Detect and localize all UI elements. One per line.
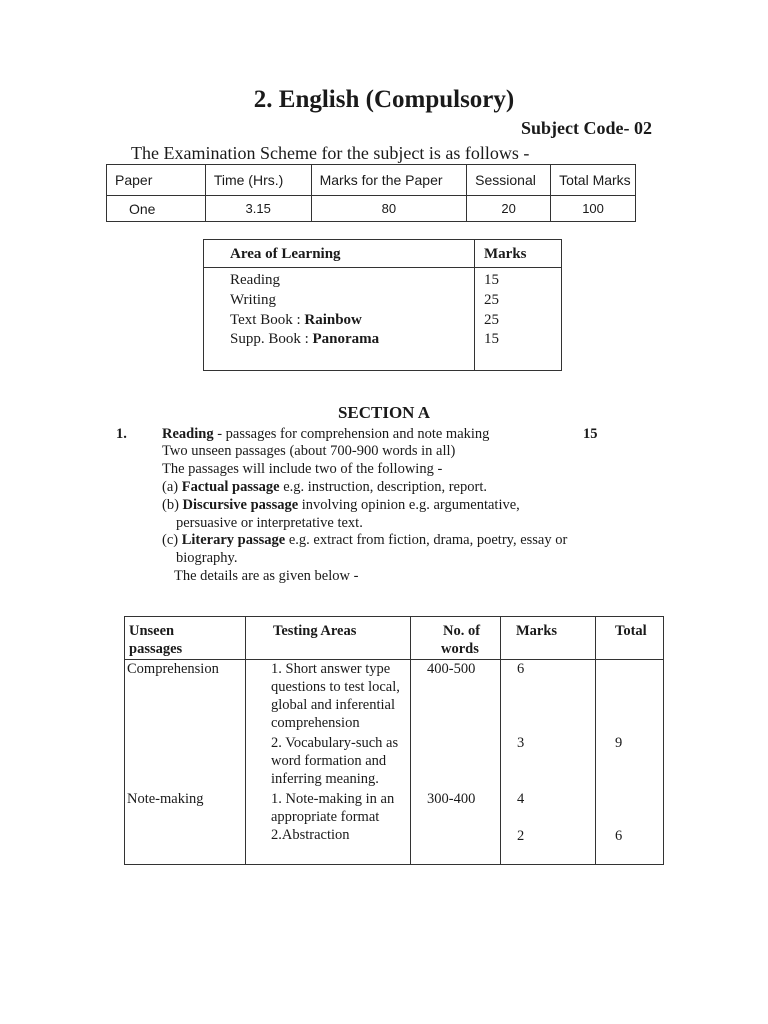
- comprehension-marks-2: 3: [517, 735, 525, 751]
- reading-item-b: (b) Discursive passage involving opinion e.g. argumentative,: [162, 497, 520, 513]
- header-marks: Marks: [484, 246, 527, 262]
- comprehension-area-1: 1. Short answer type questions to test local, global and inferential comprehension: [271, 661, 400, 731]
- header-marks-paper: Marks for the Paper: [311, 165, 467, 196]
- header-words: words: [441, 641, 479, 657]
- page-title: 2. English (Compulsory): [253, 86, 515, 113]
- note-making-words: 300-400: [427, 791, 476, 807]
- cell-sessional: 20: [467, 196, 551, 222]
- row-label-note-making: Note-making: [127, 791, 204, 807]
- unseen-passages-table: [124, 616, 664, 865]
- comprehension-words: 400-500: [427, 661, 476, 677]
- header-paper: Paper: [107, 165, 206, 196]
- header-time: Time (Hrs.): [205, 165, 311, 196]
- reading-item-a: (a) Factual passage e.g. instruction, description, report.: [162, 479, 487, 495]
- cell-total-marks: 100: [551, 196, 636, 222]
- cell-paper: One: [107, 196, 206, 222]
- area-row-suppbook: Supp. Book : Panorama: [230, 331, 380, 347]
- reading-item-b-cont: persuasive or interpretative text.: [176, 515, 363, 531]
- comprehension-area-2: 2. Vocabulary-such as word formation and inferring meaning.: [271, 735, 399, 787]
- cell-marks-paper: 80: [311, 196, 467, 222]
- item-number: 1.: [116, 426, 127, 442]
- reading-line-2: The passages will include two of the following -: [162, 461, 443, 477]
- reading-marks: 15: [583, 426, 598, 442]
- reading-item-c-cont: biography.: [176, 550, 238, 566]
- reading-heading: Reading - passages for comprehension and note making: [162, 426, 490, 442]
- marks-suppbook: 15: [484, 331, 499, 347]
- area-row-reading: Reading: [230, 272, 280, 288]
- header-no-of: No. of: [443, 623, 481, 639]
- header-unseen: Unseen: [129, 623, 175, 639]
- comprehension-total: 9: [615, 735, 623, 751]
- reading-line-1: Two unseen passages (about 700-900 words in all): [162, 443, 456, 459]
- header-passages: passages: [129, 641, 183, 657]
- comprehension-marks-1: 6: [517, 661, 525, 677]
- header-total: Total: [615, 623, 647, 639]
- subject-code: Subject Code- 02: [521, 118, 652, 138]
- header-marks: Marks: [516, 623, 558, 639]
- marks-writing: 25: [484, 292, 499, 308]
- row-label-comprehension: Comprehension: [127, 661, 219, 677]
- details-line: The details are as given below -: [174, 568, 359, 584]
- scheme-intro: The Examination Scheme for the subject is as follows -: [131, 143, 530, 163]
- note-making-total: 6: [615, 828, 623, 844]
- area-row-textbook: Text Book : Rainbow: [230, 312, 362, 328]
- header-total-marks: Total Marks: [551, 165, 636, 196]
- reading-item-c: (c) Literary passage e.g. extract from fiction, drama, poetry, essay or: [162, 532, 568, 548]
- area-row-writing: Writing: [230, 292, 277, 308]
- note-making-marks-1: 4: [517, 791, 525, 807]
- note-making-area-2: 2.Abstraction: [271, 827, 350, 843]
- learning-area-table: [203, 239, 562, 371]
- exam-scheme-table: [106, 164, 636, 222]
- note-making-marks-2: 2: [517, 828, 525, 844]
- note-making-area-1: 1. Note-making in an appropriate format: [271, 791, 395, 825]
- header-area: Area of Learning: [230, 246, 341, 262]
- marks-reading: 15: [484, 272, 499, 288]
- marks-textbook: 25: [484, 312, 499, 328]
- header-testing-areas: Testing Areas: [273, 623, 357, 639]
- header-sessional: Sessional: [467, 165, 551, 196]
- section-heading: SECTION A: [337, 403, 431, 422]
- cell-time: 3.15: [205, 196, 311, 222]
